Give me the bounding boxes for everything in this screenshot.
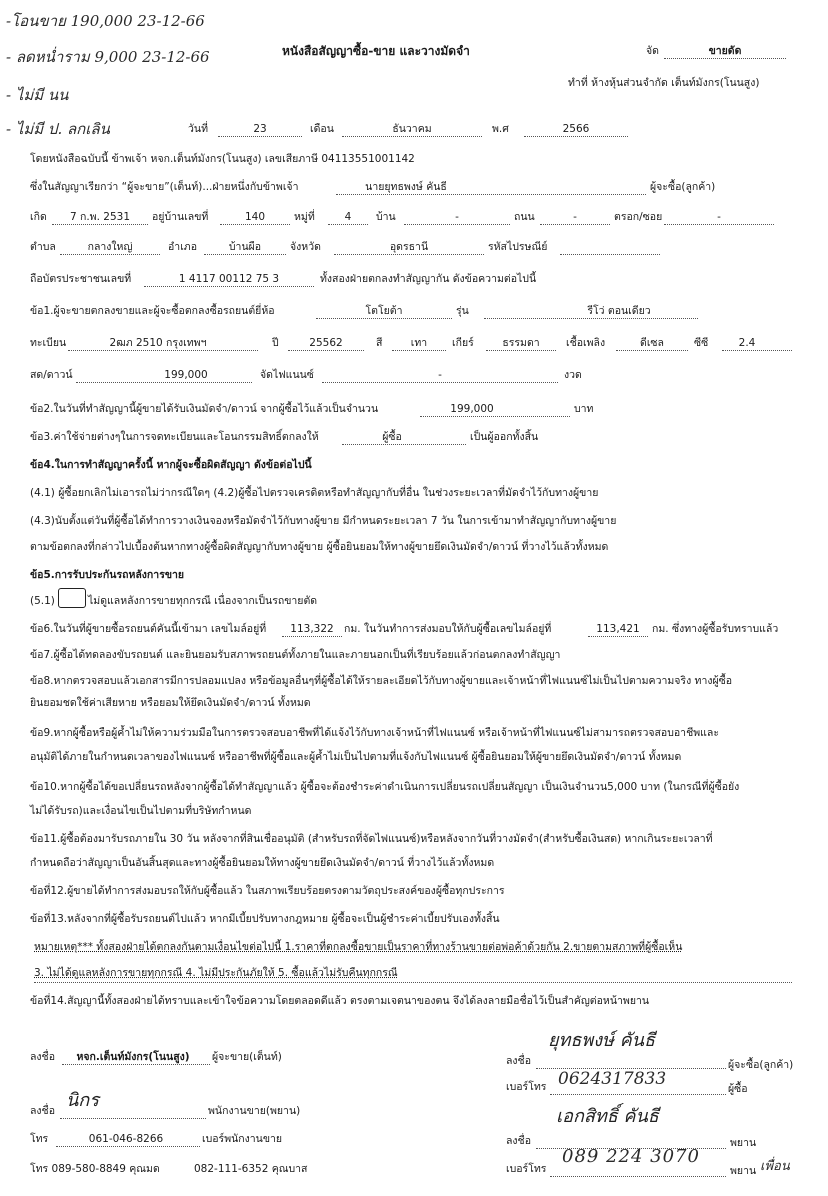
- model-value: รีโว่ ตอนเดียว: [587, 305, 651, 317]
- alley-label: ตรอก/ซอย: [614, 211, 663, 223]
- zip-label: รหัสไปรษณีย์: [488, 241, 548, 253]
- clause-5-heading: ข้อ5.การรับประกันรถหลังการขาย: [30, 569, 185, 581]
- house-label: อยู่บ้านเลขที่: [152, 211, 209, 223]
- seller-name: หจก.เต็นท์มังกร(โนนสูง): [76, 1051, 190, 1063]
- clause-6: ข้อ6.ในวันที่ผู้ขายซื้อรถยนต์คันนี้เข้ามา เลขไมล์อยู่ที่: [30, 623, 267, 635]
- buyer-name: นายยุทธพงษ์ คันธี: [365, 181, 447, 193]
- sign-label: ลงชื่อ: [506, 1055, 531, 1067]
- clause-3-post: เป็นผู้ออกทั้งสิ้น: [470, 431, 539, 443]
- sign-label: ลงชื่อ: [30, 1105, 55, 1117]
- office-phone-2: 082-111-6352 คุณบาส: [194, 1163, 308, 1175]
- amphoe-label: อำเภอ: [168, 241, 198, 253]
- deposit-value: 199,000: [450, 403, 494, 415]
- clause-8-cont: ยินยอมชดใช้ค่าเสียหาย หรือยอมให้ยึดเงินมัดจำ/ดาวน์ ทั้งหมด: [30, 697, 311, 709]
- handwritten-note: -โอนขาย 190,000 23-12-66: [6, 12, 205, 30]
- clause-14: ข้อที่14.สัญญานี้ทั้งสองฝ่ายได้ทราบและเข้าใจข้อความโดยตลอดดีแล้ว ตรงตามเจตนาของตน จึงได้ลงลายมือชื่อไว้เป็นสำคัญต่อหน้าพยาน: [30, 995, 650, 1007]
- gear-value: ธรรมดา: [502, 337, 540, 349]
- seller-line: ซึ่งในสัญญาเรียกว่า “ผู้จะขาย”(เต็นท์)...ฝ่ายหนึ่งกับข้าพเจ้า: [30, 181, 299, 193]
- mileage-out: 113,421: [596, 623, 640, 635]
- color-value: เทา: [410, 337, 428, 349]
- gear-label: เกียร์: [452, 337, 474, 349]
- staff-signature: นิกร: [66, 1090, 99, 1111]
- staff-role: พนักงานขาย(พยาน): [208, 1105, 301, 1117]
- at-value: ขายดัด: [708, 45, 742, 57]
- fuel-value: ดีเซล: [640, 337, 664, 349]
- day-label: วันที่: [188, 123, 208, 135]
- clause-9-cont: อนุมัติได้ภายในกำหนดเวลาของไฟแนนซ์ หรืออาชีพที่ผู้ซื้อและผู้ค้ำไม่เป็นไปตามที่แจ้งกับไฟแนนซ์ ผู้ซื้อยินยอมให้ผู้ขายยึดเงินมัดจำ/ดาวน์ ทั้งหมด: [30, 751, 682, 763]
- clause-4-3: (4.3)นับตั้งแต่วันที่ผู้ซื้อได้ทำการวางเงินจองหรือมัดจำไว้กับทางผู้ขาย มีกำหนดระยะเวลา 7 วัน ในการเข้ามาทำสัญญากับทางผู้ขาย: [30, 515, 617, 527]
- clause-11-cont: กำหนดถือว่าสัญญาเป็นอันสิ้นสุดและทางผู้ซื้อยินยอมให้ทางผู้ขายยึดเงินมัดจำ/ดาวน์ ที่วางไว้แล้วทั้งหมด: [30, 857, 495, 869]
- finance-value: -: [438, 369, 442, 381]
- plate-label: ทะเบียน: [30, 337, 67, 349]
- day-value: 23: [253, 123, 267, 135]
- installment-label: งวด: [564, 369, 582, 381]
- witness-relation: เพื่อน: [760, 1159, 790, 1174]
- staff-tel: 061-046-8266: [88, 1133, 164, 1145]
- fee-payer: ผู้ซื้อ: [382, 431, 402, 443]
- moo-value: 4: [344, 211, 352, 223]
- cash-label: สด/ดาวน์: [30, 369, 73, 381]
- amphoe-value: บ้านผือ: [228, 241, 262, 253]
- model-label: รุ่น: [456, 305, 469, 317]
- buyer-tel-role: ผู้ซื้อ: [728, 1083, 748, 1095]
- tambon-label: ตำบล: [30, 241, 56, 253]
- clause-8: ข้อ8.หากตรวจสอบแล้วเอกสารมีการปลอมแปลง หรือข้อมูลอื่นๆที่ผู้ซื้อได้ให้รายละเอียดไว้กับทางผู้ขายและเจ้าหน้าที่ไฟแนนซ์ไม่เป็นไปตามความจริง ทางผู้ซื้อ: [30, 675, 733, 687]
- moo-label: หมู่ที่: [294, 211, 315, 223]
- phone-label: โทร: [30, 1133, 49, 1145]
- cc-value: 2.4: [738, 337, 756, 349]
- clause-7: ข้อ7.ผู้ซื้อได้ทดลองขับรถยนต์ และยินยอมรับสภาพรถยนต์ทั้งภายในและภายนอกเป็นที่เรียบร้อยแล้วก่อนตกลงทำสัญญา: [30, 649, 561, 661]
- color-label: สี: [376, 337, 383, 349]
- mileage-in: 113,322: [290, 623, 334, 635]
- clause-2: ข้อ2.ในวันที่ทำสัญญานี้ผู้ขายได้รับเงินมัดจำ/ดาวน์ จากผู้ซื้อไว้แล้วเป็นจำนวน: [30, 403, 379, 415]
- clause-5-1-num: (5.1): [30, 595, 55, 607]
- baht-label: บาท: [574, 403, 594, 415]
- remark-line-2: 3. ไม่ได้ดูแลหลังการขายทุกกรณี 4. ไม่มีประกันภัยให้ 5. ซื้อแล้วไม่รับคืนทุกกรณี: [34, 967, 398, 979]
- handwritten-note: - ไม่มี นน: [6, 86, 69, 104]
- intro-line: โดยหนังสือฉบับนี้ ข้าพเจ้า หจก.เต็นท์มังกร(โนนสูง) เลขเสียภาษี 04113551001142: [30, 153, 415, 165]
- clause-4-heading: ข้อ4.ในการทำสัญญาครั้งนี้ หากผู้จะซื้อผิดสัญญา ดังข้อต่อไปนี้: [30, 459, 312, 471]
- month-label: เดือน: [310, 123, 334, 135]
- alley-value: -: [717, 211, 721, 223]
- birth-label: เกิด: [30, 211, 47, 223]
- clause-10: ข้อ10.หากผู้ซื้อได้ขอเปลี่ยนรถหลังจากผู้ซื้อได้ทำสัญญาแล้ว ผู้ซื้อจะต้องชำระค่าดำเนินการเปลี่ยนรถเปลี่ยนสัญญา เป็นเงินจำนวน5,000 บาท (ในกรณีที่ผู้ซื้อยัง: [30, 781, 740, 793]
- id-value: 1 4117 00112 75 3: [178, 273, 280, 285]
- id-post: ทั้งสองฝ่ายตกลงทำสัญญากัน ดังข้อความต่อไปนี้: [320, 273, 537, 285]
- month-value: ธันวาคม: [392, 123, 432, 135]
- remark-line-1: หมายเหตุ*** ทั้งสองฝ่ายได้ตกลงกันตามเงื่อนไขต่อไปนี้ 1.ราคาที่ตกลงซื้อขายเป็นราคาที่ทางร้านขายต่อพ่อค้าด้วยกัน 2.ขายตามสภาพที่ผู้ซื้อเห็น: [34, 941, 683, 953]
- plate-value: 2ฒภ 2510 กรุงเทพฯ: [109, 337, 207, 349]
- seller-role: ผู้จะขาย(เต็นท์): [212, 1051, 282, 1063]
- witness-signature: เอกสิทธิ์ คันธี: [556, 1106, 659, 1127]
- road-value: -: [573, 211, 577, 223]
- checkbox-checked: [58, 588, 86, 608]
- clause-6-mid: กม. ในวันทำการส่งมอบให้กับผู้ซื้อเลขไมล์อยู่ที่: [344, 623, 552, 635]
- cc-label: ซีซี: [694, 337, 709, 349]
- sign-label: ลงชื่อ: [506, 1135, 531, 1147]
- clause-4-1: (4.1) ผู้ซื้อยกเลิกไม่เอารถไม่ว่ากรณีใดๆ (4.2)ผู้ซื้อไปตรวจเครดิตหรือทำสัญญากับที่อื่น ในช่วงระยะเวลาที่มัดจำไว้กับทางผู้ขาย: [30, 487, 599, 499]
- clause-11: ข้อ11.ผู้ซื้อต้องมารับรถภายใน 30 วัน หลังจากที่สินเชื่ออนุมัติ (สำหรับรถที่จัดไฟแนนซ์)หรือหลังจากวันที่วางมัดจำ(สำหรับซื้อเงินสด) หากเกินระยะเวลาที่: [30, 833, 713, 845]
- witness-tel-role: พยาน: [730, 1165, 757, 1177]
- brand-value: โตโยต้า: [365, 305, 403, 317]
- year-label-car: ปี: [272, 337, 279, 349]
- document-title: หนังสือสัญญาซื้อ-ขาย และวางมัดจำ: [282, 44, 470, 58]
- handwritten-note: - ไม่มี ป. ลกเลิน: [6, 120, 110, 138]
- clause-13: ข้อที่13.หลังจากที่ผู้ซื้อรับรถยนต์ไปแล้ว หากมีเบี้ยปรับทางกฎหมาย ผู้ซื้อจะเป็นผู้ชำระค่าเบี้ยปรับเองทั้งสิ้น: [30, 913, 500, 925]
- at-label: จัด: [646, 45, 659, 57]
- clause-4-3-cont: ตามข้อตกลงที่กล่าวไปเบื้องต้นหากทางผู้ซื้อผิดสัญญากับทางผู้ขาย ผู้ซื้อยินยอมให้ทางผู้ขายยึดเงินมัดจำ/ดาวน์ ที่วางไว้แล้วทั้งหมด: [30, 541, 609, 553]
- village-value: -: [455, 211, 459, 223]
- province-label: จังหวัด: [290, 241, 321, 253]
- clause-12: ข้อที่12.ผู้ขายได้ทำการส่งมอบรถให้กับผู้ซื้อแล้ว ในสภาพเรียบร้อยตรงตามวัตถุประสงค์ของผู้ซื้อทุกประการ: [30, 885, 505, 897]
- tambon-value: กลางใหญ่: [87, 241, 133, 253]
- buyer-role-sign: ผู้จะซื้อ(ลูกค้า): [728, 1059, 794, 1071]
- road-label: ถนน: [514, 211, 535, 223]
- witness-role: พยาน: [730, 1137, 757, 1149]
- office-phone-1: โทร 089-580-8849 คุณมด: [30, 1163, 160, 1175]
- year-value-car: 25562: [309, 337, 343, 349]
- clause-1: ข้อ1.ผู้จะขายตกลงขายและผู้จะซื้อตกลงซื้อรถยนต์ยี่ห้อ: [30, 305, 275, 317]
- buyer-tel: 0624317833: [558, 1069, 667, 1089]
- buyer-signature: ยุทธพงษ์ คันธี: [548, 1030, 655, 1051]
- village-label: บ้าน: [376, 211, 396, 223]
- cash-value: 199,000: [164, 369, 208, 381]
- clause-5-1: ไม่ดูแลหลังการขายทุกกรณี เนื่องจากเป็นรถขายตัด: [88, 595, 318, 607]
- year-label: พ.ศ: [492, 123, 509, 135]
- clause-10-cont: ไม่ได้รับรถ)และเงื่อนไขเป็นไปตามที่บริษัทกำหนด: [30, 805, 252, 817]
- id-label: ถือบัตรประชาชนเลขที่: [30, 273, 132, 285]
- clause-9: ข้อ9.หากผู้ซื้อหรือผู้ค้ำไม่ให้ความร่วมมือในการตรวจสอบอาชีพที่ได้แจ้งไว้กับทางเจ้าหน้าที่ไฟแนนซ์ หรือเจ้าหน้าที่ไฟแนนซ์ไม่สามารถตรวจสอบอาชีพและ: [30, 727, 719, 739]
- tel-label: เบอร์โทร: [506, 1163, 547, 1175]
- witness-tel: 089 224 3070: [562, 1146, 700, 1167]
- place: ทำที่ ห้างหุ้นส่วนจำกัด เต็นท์มังกร(โนนสูง): [568, 77, 760, 89]
- buyer-role: ผู้จะซื้อ(ลูกค้า): [650, 181, 716, 193]
- fuel-label: เชื้อเพลิง: [566, 337, 606, 349]
- tel-label: เบอร์โทร: [506, 1081, 547, 1093]
- clause-6-post: กม. ซึ่งทางผู้ซื้อรับทราบแล้ว: [652, 623, 779, 635]
- handwritten-note: - ลดหน่ำราม 9,000 23-12-66: [6, 48, 210, 66]
- finance-label: จัดไฟแนนซ์: [260, 369, 314, 381]
- year-value: 2566: [562, 123, 590, 135]
- staff-tel-role: เบอร์พนักงานขาย: [202, 1133, 283, 1145]
- birth-value: 7 ก.พ. 2531: [69, 211, 131, 223]
- province-value: อุดรธานี: [389, 241, 429, 253]
- sign-label: ลงชื่อ: [30, 1051, 55, 1063]
- clause-3: ข้อ3.ค่าใช้จ่ายต่างๆในการจดทะเบียนและโอนกรรมสิทธิ์ตกลงให้: [30, 431, 319, 443]
- house-value: 140: [244, 211, 266, 223]
